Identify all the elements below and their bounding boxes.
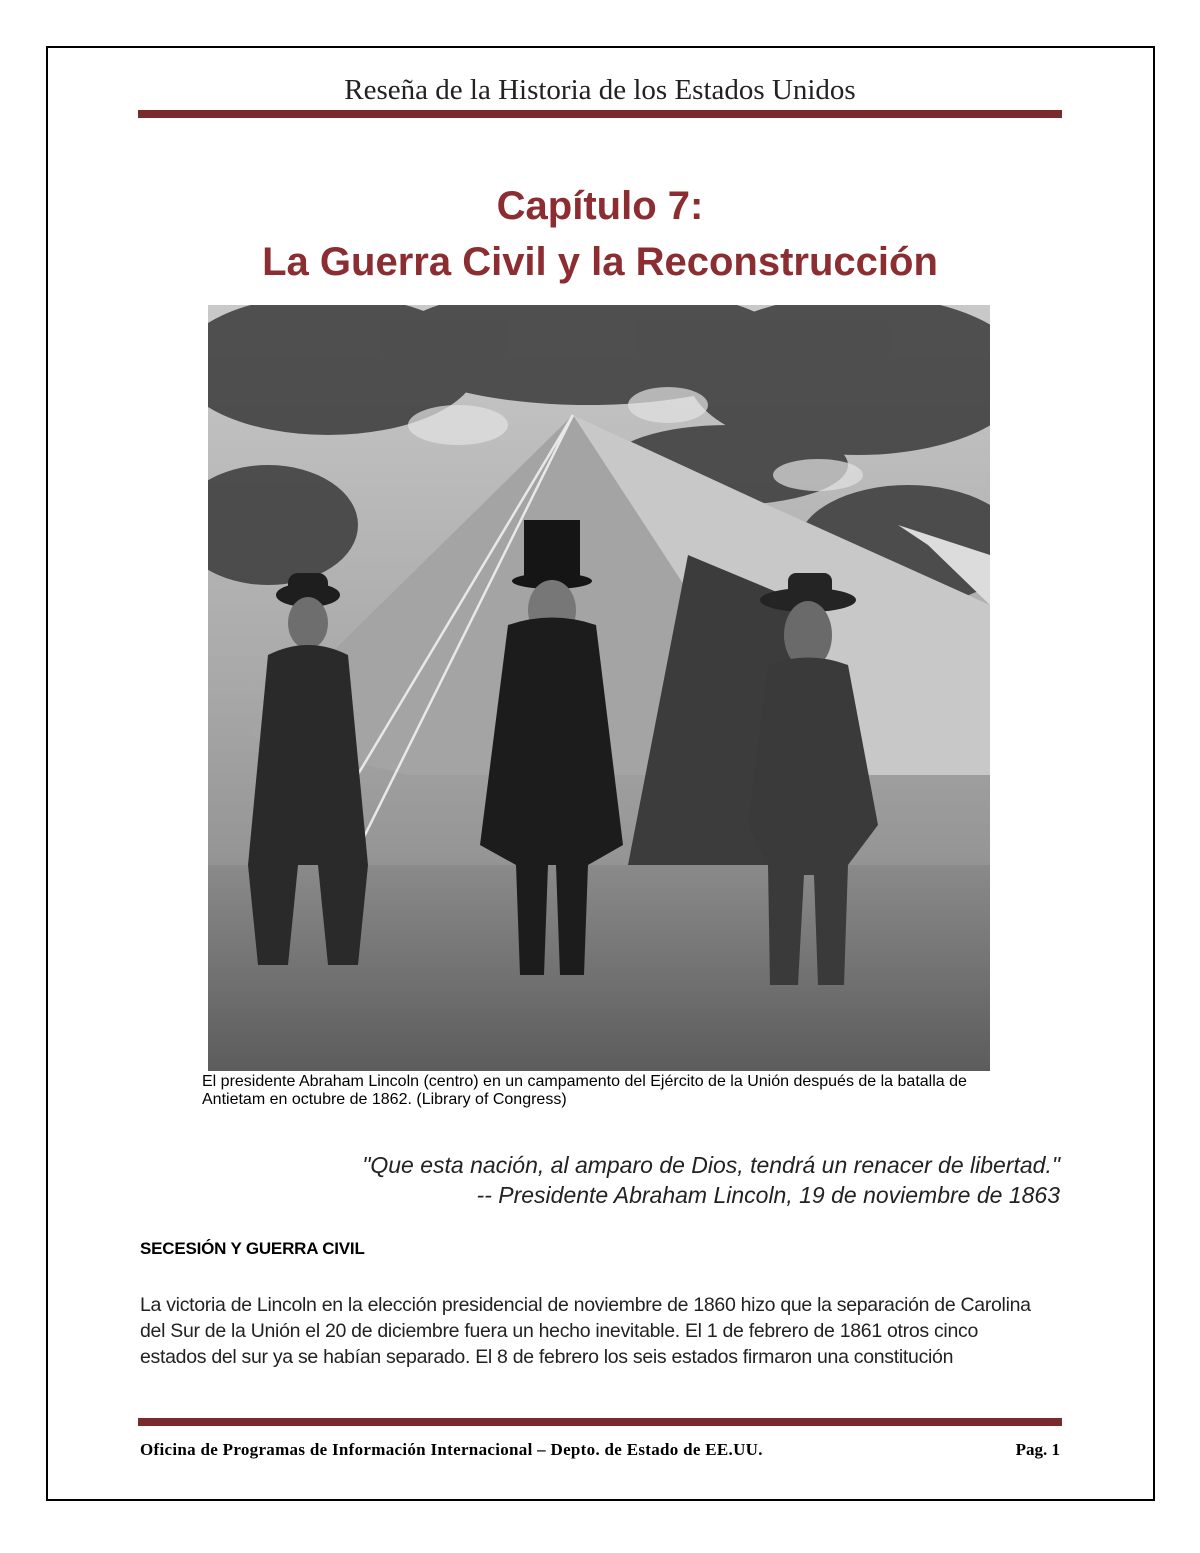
paragraph-line: estados del sur ya se habían separado. El 8 de febrero los seis estados firmaron una constitución [140,1346,954,1368]
page-number: Pag. 1 [1015,1440,1060,1459]
footer-office: Oficina de Programas de Información Internacional – Depto. de Estado de EE.UU. [140,1440,763,1459]
chapter-name: La Guerra Civil y la Reconstrucción [262,240,938,284]
photo-caption [202,1073,1002,1109]
paragraph-line: La victoria de Lincoln en la elección presidencial de noviembre de 1860 hizo que la separación de Carolina [140,1294,1031,1316]
caption-line: El presidente Abraham Lincoln (centro) en un campamento del Ejército de la Unión después de la batalla de [202,1073,967,1090]
paragraph-line: del Sur de la Unión el 20 de diciembre fuera un hecho inevitable. El 1 de febrero de 1861 otros cinco [140,1320,979,1342]
header-rule [138,110,1062,118]
photo-illustration [208,305,990,1071]
section-heading: SECESIÓN Y GUERRA CIVIL [140,1239,365,1258]
footer-rule [138,1418,1062,1426]
epigraph-attribution: -- Presidente Abraham Lincoln, 19 de noviembre de 1863 [476,1182,1060,1208]
epigraph-quote: "Que esta nación, al amparo de Dios, tendrá un renacer de libertad." [362,1152,1060,1178]
body-paragraph [140,1292,1065,1370]
lincoln-camp-photo [208,305,990,1071]
caption-line: Antietam en octubre de 1862. (Library of Congress) [202,1091,567,1108]
chapter-number: Capítulo 7: [496,184,704,228]
chapter-title [138,178,1062,290]
epigraph [300,1150,1060,1210]
running-header: Reseña de la Historia de los Estados Unidos [344,74,856,106]
